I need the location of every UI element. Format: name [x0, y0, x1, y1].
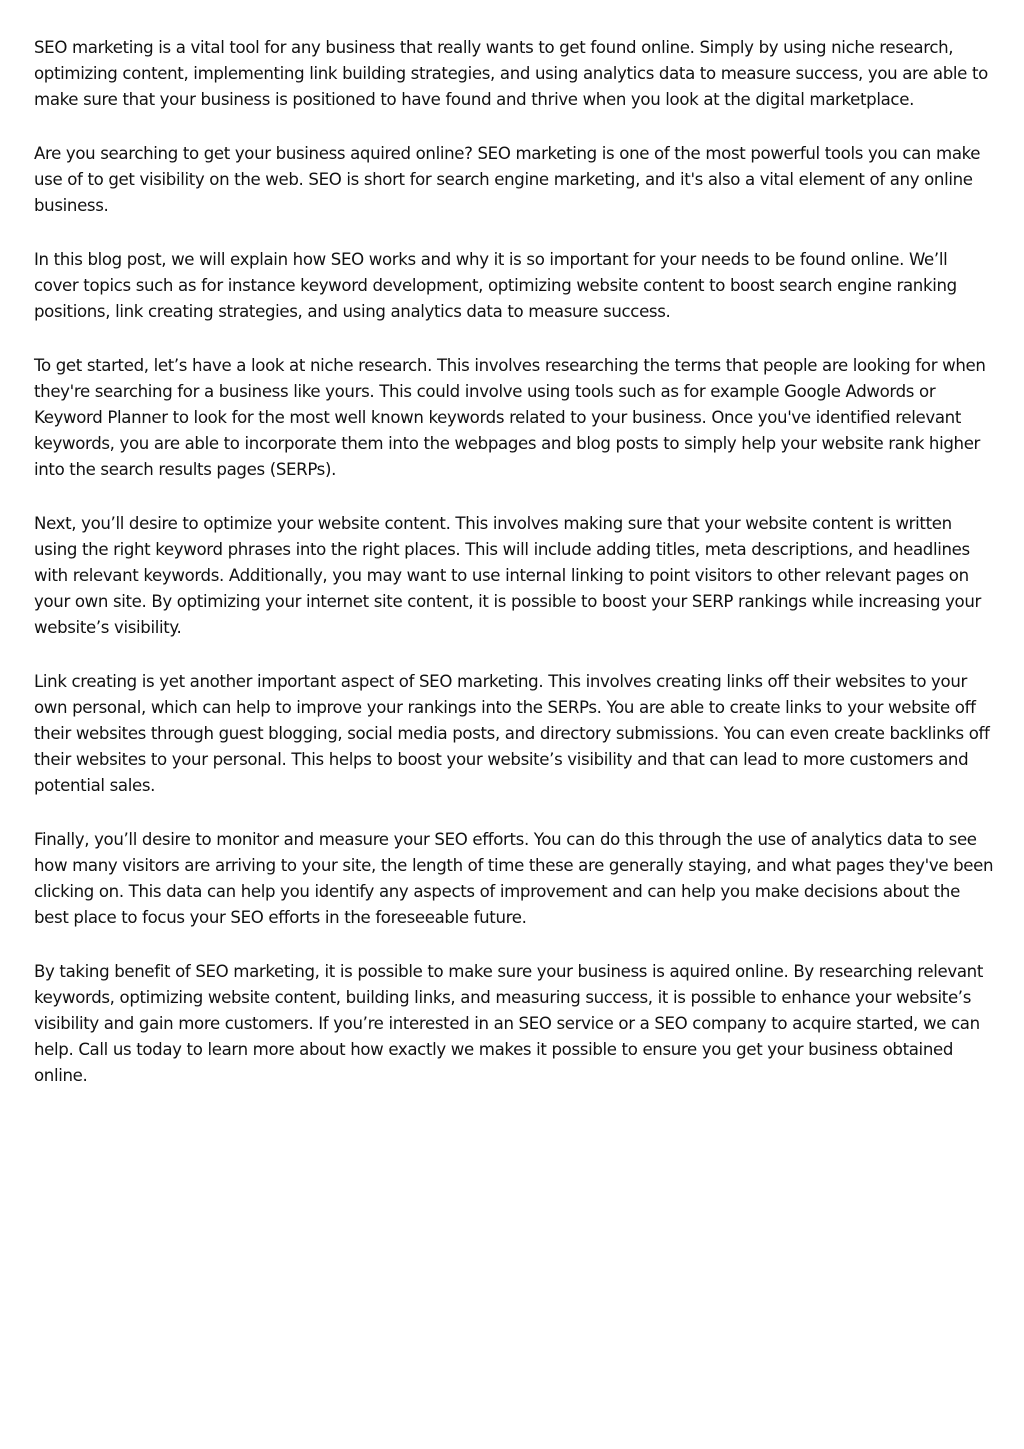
paragraph-optimize-content: Next, you’ll desire to optimize your website content. This involves making sure that your website content is written using the right keyword phrases into the right places. This will include adding titles, meta descriptions, and headlines with relevant keywords. Additionally, you may want to use internal linking to point visitors to other relevant pages on your own site. By optimizing your internet site content, it is possible to boost your SERP rankings while increasing your website’s visibility.: [34, 514, 981, 637]
paragraph-conclusion: By taking benefit of SEO marketing, it is possible to make sure your business is aquired online. By researching relevant keywords, optimizing website content, building links, and measuring success, it is possible to enhance your website’s visibility and gain more customers. If you’re interested in an SEO service or a SEO company to acquire started, we can help. Call us today to learn more about how exactly we makes it possible to ensure you get your business obtained online.: [34, 962, 984, 1085]
document-body: [34, 35, 996, 1117]
paragraph-link-creating: Link creating is yet another important aspect of SEO marketing. This involves creating links off their websites to your own personal, which can help to improve your rankings into the SERPs. You are able to create links to your website off their websites through guest blogging, social media posts, and directory submissions. You can even create backlinks off their websites to your personal. This helps to boost your website’s visibility and that can lead to more customers and potential sales.: [34, 672, 990, 795]
paragraph-niche-research: To get started, let’s have a look at niche research. This involves researching the terms that people are looking for when they're searching for a business like yours. This could involve using tools such as for example Google Adwords or Keyword Planner to look for the most well known keywords related to your business. Once you've identified relevant keywords, you are able to incorporate them into the webpages and blog posts to simply help your website rank higher into the search results pages (SERPs).: [34, 356, 986, 479]
paragraph-intro: SEO marketing is a vital tool for any business that really wants to get found online. Simply by using niche research, optimizing content, implementing link building strategies, and using analytics data to measure success, you are able to make sure that your business is positioned to have found and thrive when you look at the digital marketplace.: [34, 38, 988, 109]
paragraph-searching: Are you searching to get your business aquired online? SEO marketing is one of the most powerful tools you can make use of to get visibility on the web. SEO is short for search engine marketing, and it's also a vital element of any online business.: [34, 144, 981, 215]
paragraph-monitor-measure: Finally, you’ll desire to monitor and measure your SEO efforts. You can do this through the use of analytics data to see how many visitors are arriving to your site, the length of time these are generally staying, and what pages they've been clicking on. This data can help you identify any aspects of improvement and can help you make decisions about the best place to focus your SEO efforts in the foreseeable future.: [34, 830, 994, 927]
paragraph-blog-post: In this blog post, we will explain how SEO works and why it is so important for your needs to be found online. We’ll cover topics such as for instance keyword development, optimizing website content to boost search engine ranking positions, link creating strategies, and using analytics data to measure success.: [34, 250, 957, 321]
